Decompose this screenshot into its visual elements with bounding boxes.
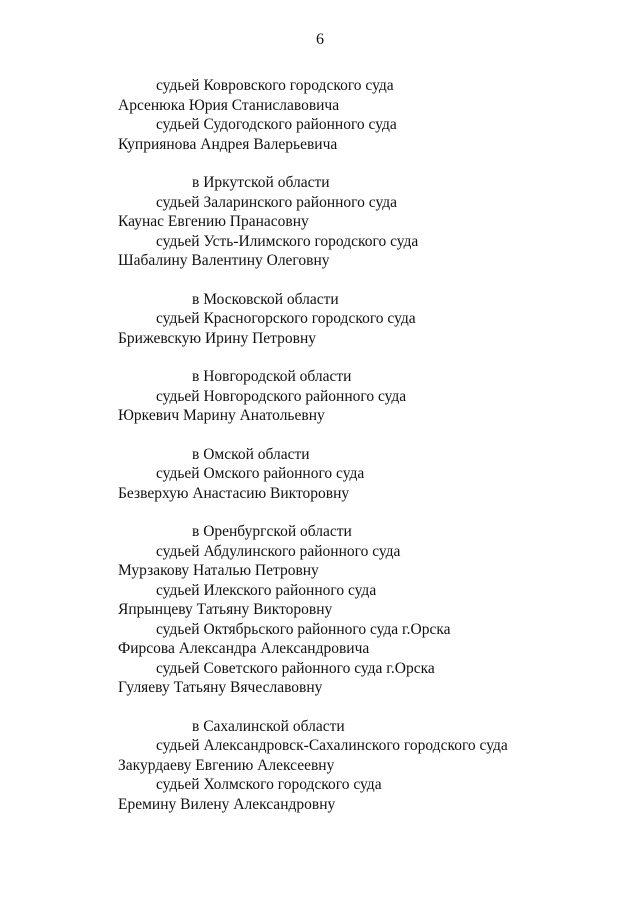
- judge-name: Куприянова Андрея Валерьевича: [118, 135, 338, 153]
- region-heading: в Московской области: [192, 290, 339, 308]
- judge-name: Япрынцеву Татьяну Викторовну: [118, 601, 333, 618]
- court-line: судьей Заларинского районного суда: [156, 193, 397, 211]
- court-line: судьей Илекского районного суда: [156, 581, 377, 599]
- court-line: судьей Красногорского городского суда: [156, 310, 416, 327]
- region-heading: в Оренбургской области: [192, 523, 352, 540]
- judge-name: Шабалину Валентину Олеговну: [118, 252, 330, 269]
- block-spacer: [0, 503, 640, 522]
- court-line: судьей Судогодского районного суда: [156, 116, 397, 133]
- region-block: [0, 290, 640, 349]
- court-line: судьей Ковровского городского суда: [156, 77, 394, 94]
- block-spacer: [0, 426, 640, 445]
- region-block: [0, 717, 640, 815]
- region-block: [0, 522, 640, 698]
- block-spacer: [0, 698, 640, 717]
- judge-name: Брижевскую Ирину Петровну: [118, 329, 317, 347]
- court-line: судьей Омского районного суда: [156, 465, 365, 482]
- page-number: 6: [316, 31, 324, 48]
- judge-name: Арсенюка Юрия Станиславовича: [118, 96, 340, 114]
- judge-name: Закурдаеву Евгению Алексеевну: [118, 756, 335, 774]
- judge-name: Безверхую Анастасию Викторовну: [118, 484, 350, 502]
- region-block: [0, 173, 640, 271]
- judge-name: Гуляеву Татьяну Вячеславовну: [118, 679, 323, 696]
- judge-name: Фирсова Александра Александровича: [118, 640, 370, 657]
- block-spacer: [0, 271, 640, 290]
- block-spacer: [0, 154, 640, 173]
- judge-name: Мурзакову Наталью Петровну: [118, 562, 319, 579]
- court-line: судьей Советского районного суда г.Орска: [156, 659, 435, 677]
- court-line: судьей Александровск-Сахалинского городского суда: [156, 737, 508, 754]
- court-line: судьей Усть-Илимского городского суда: [156, 232, 419, 250]
- region-heading: в Сахалинской области: [192, 717, 345, 735]
- court-line: судьей Новгородского районного суда: [156, 387, 407, 405]
- court-line: судьей Октябрьского районного суда г.Орска: [156, 620, 451, 638]
- block-spacer: [0, 348, 640, 367]
- region-heading: в Иркутской области: [192, 174, 330, 191]
- judge-name: Юркевич Марину Анатольевну: [118, 407, 325, 424]
- region-heading: в Омской области: [192, 445, 310, 463]
- appointment-list: [0, 76, 640, 814]
- court-line: судьей Абдулинского районного суда: [156, 542, 401, 560]
- region-block: [0, 445, 640, 504]
- judge-name: Еремину Вилену Александровну: [118, 795, 336, 813]
- region-heading: в Новгородской области: [192, 368, 352, 385]
- court-line: судьей Холмского городского суда: [156, 776, 382, 793]
- region-block: [0, 367, 640, 426]
- judge-name: Каунас Евгению Пранасовну: [118, 213, 309, 230]
- region-block: [0, 76, 640, 154]
